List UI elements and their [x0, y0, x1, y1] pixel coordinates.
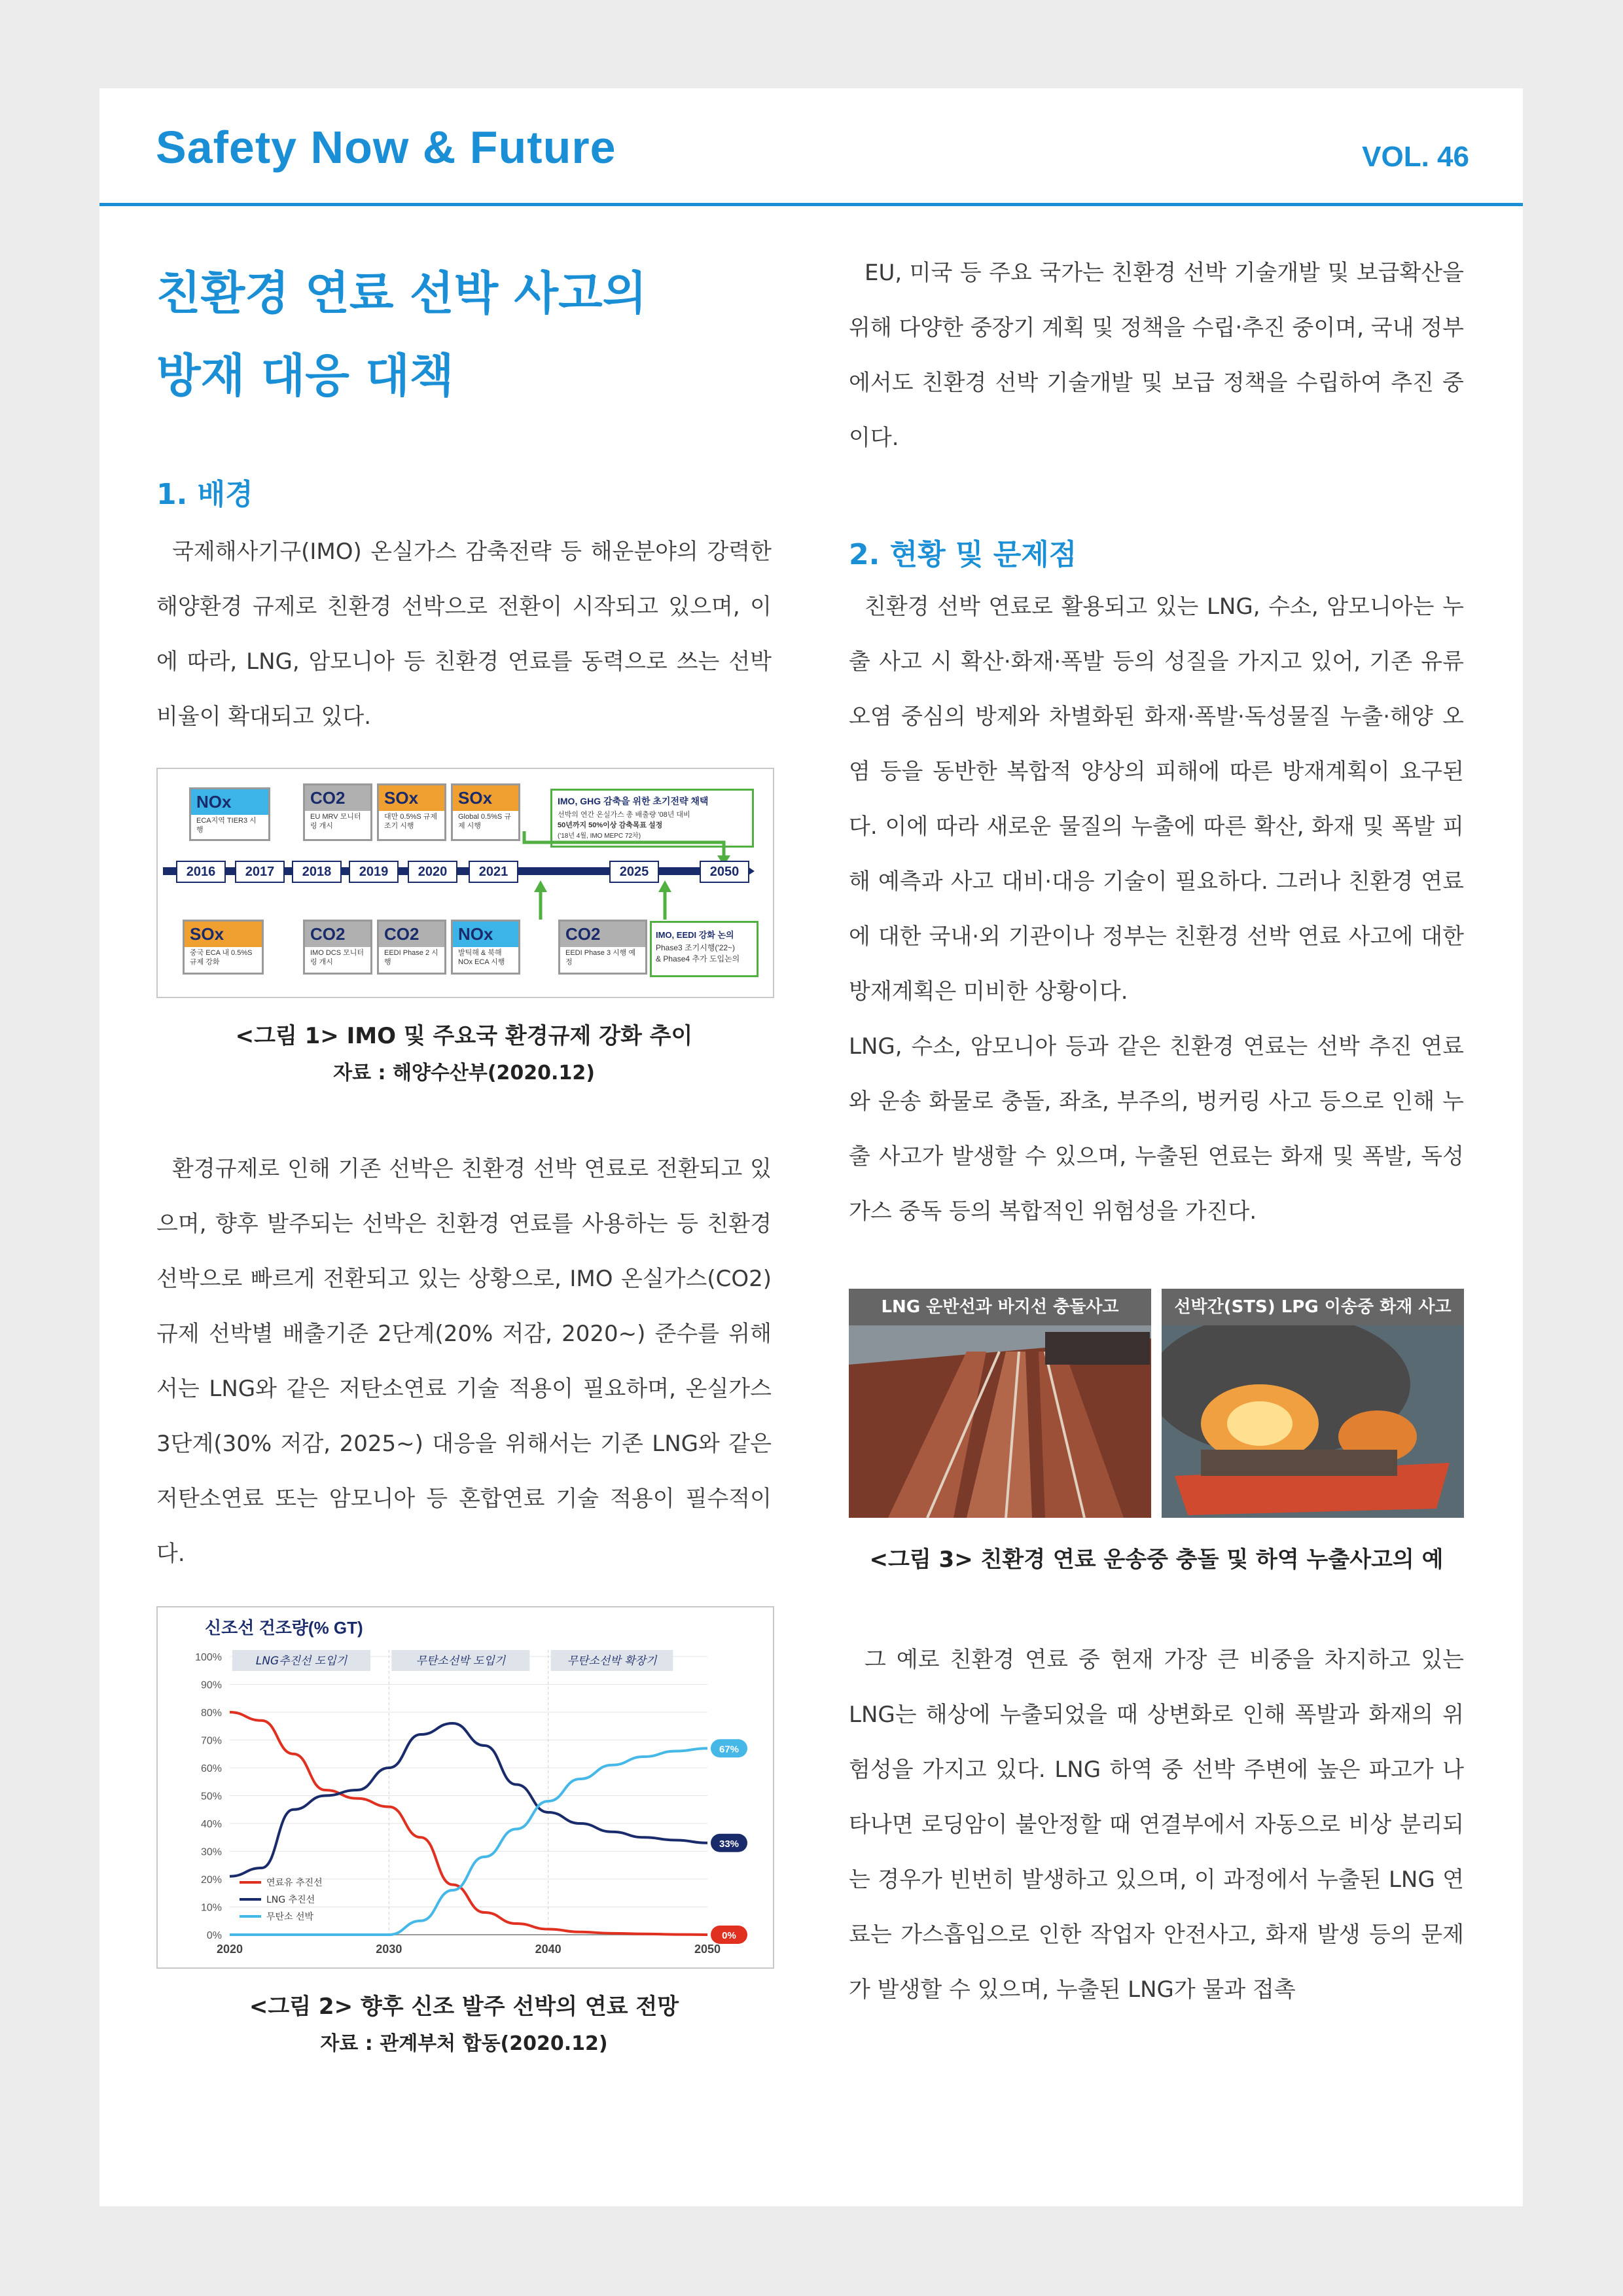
end-value-label: 33%	[719, 1838, 740, 1850]
article-title	[156, 252, 772, 417]
y-tick-label: 0%	[206, 1930, 222, 1941]
end-value-label: 0%	[722, 1930, 736, 1941]
figure2-caption: <그림 2> 향후 신조 발주 선박의 연료 전망	[249, 1994, 679, 2020]
eedi-discussion-box: IMO, EEDI 강화 논의 Phase3 조기시행('22~) & Phase4 추가 도입논의	[650, 921, 758, 977]
x-tick-label: 2050	[694, 1943, 721, 1956]
phase-label: LNG추진선 도입기	[255, 1655, 348, 1668]
figure2-source: 자료 : 관계부처 합동(2020.12)	[320, 2032, 608, 2055]
lpg-fire-label: 선박간(STS) LPG 이송중 화재 사고	[1162, 1289, 1464, 1325]
y-tick-label: 20%	[200, 1874, 222, 1886]
figure3-caption: <그림 3> 친환경 연료 운송중 충돌 및 하역 누출사고의 예	[869, 1547, 1444, 1573]
year-2025: 2025	[609, 861, 659, 883]
nox-eca-box: NOx ECA지역 TIER3 시행	[189, 787, 270, 841]
article-title-line2: 방재 대응 대책	[156, 349, 454, 403]
x-tick-label: 2030	[376, 1943, 402, 1956]
section2-paragraph1: 친환경 선박 연료로 활용되고 있는 LNG, 수소, 암모니아는 누출 사고 시 확산·화재·폭발 등의 성질을 가지고 있어, 기존 유류 오염 중심의 방제와 차별화된 화재·폭발·독성물질 누출·해양 오염 등을 동반한 복합적 양상의 피해에 따른 방재계획이 요구된다. 이에 따라 새로운 물질의 누출에 따른 확산, 화재 및 폭발 피해 예측과 사고 대비·대응 기술이 필요하다. 그러나 친환경 연료에 대한 국내·외 기관이나 정부는 친환경 선박 연료 사고에 대한 방재계획은 미비한 상황이다.	[849, 594, 1464, 1005]
figure3-photos	[849, 1289, 1464, 1518]
section1-paragraph1: 국제해사기구(IMO) 온실가스 감축전략 등 해운분야의 강력한 해양환경 규제로 친환경 선박으로 전환이 시작되고 있으며, 이에 따라, LNG, 암모니아 등 친환경 연료를 동력으로 쓰는 선박 비율이 확대되고 있다.	[156, 539, 772, 730]
phase-label: 무탄소선박 확장기	[567, 1655, 657, 1668]
lpg-fire-photo	[1162, 1289, 1464, 1518]
figure2-chart	[156, 1606, 774, 1969]
legend-label: 연료유 추진선	[266, 1878, 323, 1888]
y-tick-label: 30%	[200, 1846, 222, 1858]
lng-collision-label: LNG 운반선과 바지선 충돌사고	[849, 1289, 1151, 1325]
year-2021: 2021	[469, 861, 518, 883]
year-2017: 2017	[235, 861, 285, 883]
year-2019: 2019	[349, 861, 399, 883]
y-tick-label: 90%	[200, 1679, 222, 1691]
year-2020: 2020	[408, 861, 457, 883]
legend-label: 무탄소 선박	[266, 1912, 314, 1922]
co2-eedi-phase2-box: CO2 EEDI Phase 2 시행	[377, 920, 446, 975]
co2-mrv-box: CO2 EU MRV 모니터링 개시	[303, 783, 372, 841]
co2-dcs-box: CO2 IMO DCS 모니터링 개시	[303, 920, 372, 975]
y-tick-label: 70%	[200, 1735, 222, 1747]
figure1-caption: <그림 1> IMO 및 주요국 환경규제 강화 추이	[235, 1023, 693, 1049]
year-2018: 2018	[292, 861, 342, 883]
page	[99, 88, 1523, 2206]
sox-china-box: SOx 중국 ECA 내 0.5%S 규제 강화	[183, 920, 264, 975]
volume-number: VOL. 46	[1362, 141, 1469, 173]
y-tick-label: 50%	[200, 1791, 222, 1803]
year-2050: 2050	[700, 861, 749, 883]
ghg-strategy-box: IMO, GHG 감축을 위한 초기전략 채택 선박의 연간 온실가스 총 배출량 '08년 대비 50년까지 50%이상 감축목표 설정 ('18년 4월, IMO MEPC 72차)	[550, 789, 754, 848]
right-column	[849, 252, 1464, 2017]
y-tick-label: 80%	[200, 1708, 222, 1719]
phase-label: 무탄소선박 도입기	[416, 1655, 506, 1668]
fuel-outlook-chart	[158, 1607, 770, 1965]
legend-label: LNG 추진선	[266, 1895, 315, 1905]
right-paragraph1: EU, 미국 등 주요 국가는 친환경 선박 기술개발 및 보급확산을 위해 다양한 중장기 계획 및 정책을 수립‧추진 중이며, 국내 정부에서도 친환경 선박 기술개발 및 보급 정책을 수립하여 추진 중이다.	[849, 260, 1464, 451]
figure1-source: 자료 : 해양수산부(2020.12)	[333, 1062, 595, 1085]
section2-paragraph3: 그 예로 친환경 연료 중 현재 가장 큰 비중을 차지하고 있는 LNG는 해상에 누출되었을 때 상변화로 인해 폭발과 화재의 위험성을 가지고 있다. LNG 하역 중 선박 주변에 높은 파고가 나타나면 로딩암이 불안정할 때 연결부에서 자동으로 비상 분리되는 경우가 빈번히 발생하고 있으며, 이 과정에서 누출된 LNG 연료는 가스흡입으로 인한 작업자 안전사고, 화재 발생 등의 문제가 발생할 수 있으며, 누출된 LNG가 물과 접촉	[849, 1647, 1464, 2003]
y-tick-label: 40%	[200, 1819, 222, 1830]
figure1-timeline	[156, 768, 774, 998]
left-column	[156, 252, 772, 2056]
section1-heading: 1. 배경	[156, 478, 253, 511]
chart-title: 신조선 건조량(% GT)	[205, 1618, 363, 1638]
section1-paragraph2: 환경규제로 인해 기존 선박은 친환경 선박 연료로 전환되고 있으며, 향후 발주되는 선박은 친환경 연료를 사용하는 등 친환경 선박으로 빠르게 전환되고 있는 상황으로, IMO 온실가스(CO2) 규제 선박별 배출기준 2단계(20% 저감, 2020~) 준수를 위해서는 LNG와 같은 저탄소연료 기술 적용이 필요하며, 온실가스 3단계(30% 저감, 2025~) 대응을 위해서는 기존 LNG와 같은 저탄소연료 또는 암모니아 등 혼합연료 기술 적용이 필수적이다.	[156, 1156, 772, 1567]
co2-eedi-phase3-box: CO2 EEDI Phase 3 시행 예정	[558, 920, 647, 975]
article-title-line1: 친환경 연료 선박 사고의	[156, 266, 647, 320]
end-value-label: 67%	[719, 1744, 740, 1755]
sox-global-box: SOx Global 0.5%S 규제 시행	[451, 783, 520, 841]
x-tick-label: 2020	[216, 1943, 243, 1956]
section2-heading: 2. 현황 및 문제점	[849, 538, 1077, 571]
lng-collision-photo	[849, 1289, 1151, 1518]
header-divider	[99, 203, 1523, 206]
y-tick-label: 100%	[195, 1652, 222, 1663]
series-line	[230, 1723, 707, 1876]
magazine-title: Safety Now & Future	[156, 122, 616, 173]
sox-taiwan-box: SOx 대만 0.5%S 규제 조기 시행	[377, 783, 446, 841]
nox-baltic-box: NOx 발틱해 & 북해 NOx ECA 시행	[451, 920, 520, 975]
y-tick-label: 10%	[200, 1902, 222, 1914]
section2-paragraph2: LNG, 수소, 암모니아 등과 같은 친환경 연료는 선박 추진 연료와 운송 화물로 충돌, 좌초, 부주의, 벙커링 사고 등으로 인해 누출 사고가 발생할 수 있으며, 누출된 연료는 화재 및 폭발, 독성가스 중독 등의 복합적인 위험성을 가진다.	[849, 1033, 1464, 1225]
y-tick-label: 60%	[200, 1763, 222, 1774]
x-tick-label: 2040	[535, 1943, 562, 1956]
year-2016: 2016	[176, 861, 226, 883]
